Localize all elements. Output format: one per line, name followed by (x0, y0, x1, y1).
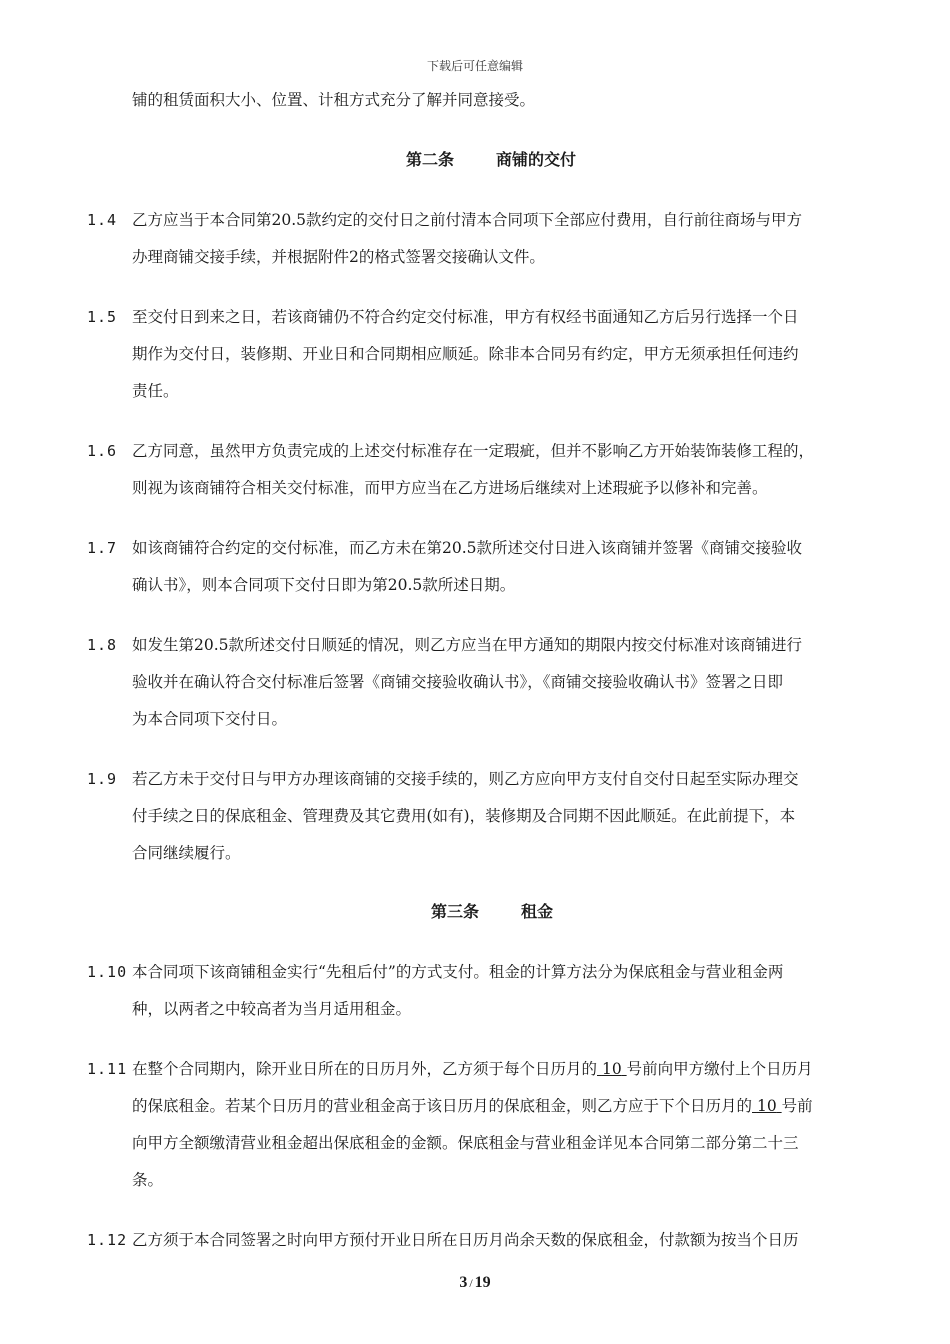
section-title: 租金 (521, 902, 554, 921)
clause-number: 1.4 (87, 211, 118, 229)
section-title: 商铺的交付 (496, 150, 577, 169)
clause-number: 1.6 (87, 442, 118, 460)
intro-text: 铺的租赁面积大小、位置、计租方式充分了解并同意接受。 (132, 91, 536, 109)
clause-line: 办理商铺交接手续，并根据附件2的格式签署交接确认文件。 (132, 248, 545, 266)
clause-line: 的保底租金。若某个日历月的营业租金高于该日历月的保底租金，则乙方应于下个日历月的 10 号前 (132, 1097, 813, 1115)
clause-line: 本合同项下该商铺租金实行“先租后付”的方式支付。租金的计算方法分为保底租金与营业租金两 (132, 963, 784, 981)
clause-number: 1.11 (87, 1060, 128, 1078)
clause-line: 则视为该商铺符合相关交付标准，而甲方应当在乙方进场后继续对上述瑕疵予以修补和完善。 (132, 479, 768, 497)
section-heading-2 (406, 150, 576, 170)
clause-line: 付手续之日的保底租金、管理费及其它费用(如有)，装修期及合同期不因此顺延。在此前提下，本 (132, 807, 796, 825)
clause-number: 1.7 (87, 539, 118, 557)
clause-line: 在整个合同期内，除开业日所在的日历月外，乙方须于每个日历月的 10 号前向甲方缴付上个日历月 (132, 1060, 813, 1078)
clause-line: 验收并在确认符合交付标准后签署《商铺交接验收确认书》，《商铺交接验收确认书》签署之日即 (132, 673, 784, 691)
clause-number: 1.9 (87, 770, 118, 788)
page-header: 下载后可任意编辑 (426, 59, 523, 73)
clause-line: 若乙方未于交付日与甲方办理该商铺的交接手续的，则乙方应向甲方支付自交付日起至实际办理交 (132, 770, 799, 788)
clause-line: 责任。 (132, 382, 179, 400)
clause-line: 条。 (132, 1171, 164, 1189)
clause-line: 期作为交付日，装修期、开业日和合同期相应顺延。除非本合同另有约定，甲方无须承担任何违约 (132, 345, 799, 363)
clause-line: 合同继续履行。 (132, 844, 241, 862)
clause-line: 如发生第20.5款所述交付日顺延的情况，则乙方应当在甲方通知的期限内按交付标准对该商铺进行 (132, 636, 803, 654)
clause-line: 向甲方全额缴清营业租金超出保底租金的金额。保底租金与营业租金详见本合同第二部分第二十三 (132, 1134, 799, 1152)
blank-day-field: 10 (601, 1060, 622, 1078)
section-label: 第三条 (431, 902, 480, 921)
section-label: 第二条 (406, 150, 455, 169)
page-total: 19 (474, 1274, 491, 1291)
clause-number: 1.12 (87, 1231, 128, 1249)
clause-line: 乙方同意，虽然甲方负责完成的上述交付标准存在一定瑕疵，但并不影响乙方开始装饰装修工程的， (132, 442, 815, 460)
section-heading-3 (431, 902, 553, 922)
clause-number: 1.8 (87, 636, 118, 654)
clause-number: 1.5 (87, 308, 118, 326)
clause-line: 乙方应当于本合同第20.5款约定的交付日之前付清本合同项下全部应付费用，自行前往商场与甲方 (132, 211, 803, 229)
page-separator: / (469, 1276, 473, 1290)
clause-line: 如该商铺符合约定的交付标准，而乙方未在第20.5款所述交付日进入该商铺并签署《商铺交接验收 (132, 539, 803, 557)
clause-line: 至交付日到来之日，若该商铺仍不符合约定交付标准，甲方有权经书面通知乙方后另行选择一个日 (132, 308, 799, 326)
clause-number: 1.10 (87, 963, 128, 981)
blank-day-field: 10 (756, 1097, 777, 1115)
clause-line: 种，以两者之中较高者为当月适用租金。 (132, 1000, 412, 1018)
page-number (0, 1274, 950, 1292)
clause-line: 乙方须于本合同签署之时向甲方预付开业日所在日历月尚余天数的保底租金，付款额为按当个日历 (132, 1231, 799, 1249)
clause-line: 确认书》，则本合同项下交付日即为第20.5款所述日期。 (132, 576, 516, 594)
clause-line: 为本合同项下交付日。 (132, 710, 288, 728)
page-current: 3 (459, 1274, 468, 1291)
